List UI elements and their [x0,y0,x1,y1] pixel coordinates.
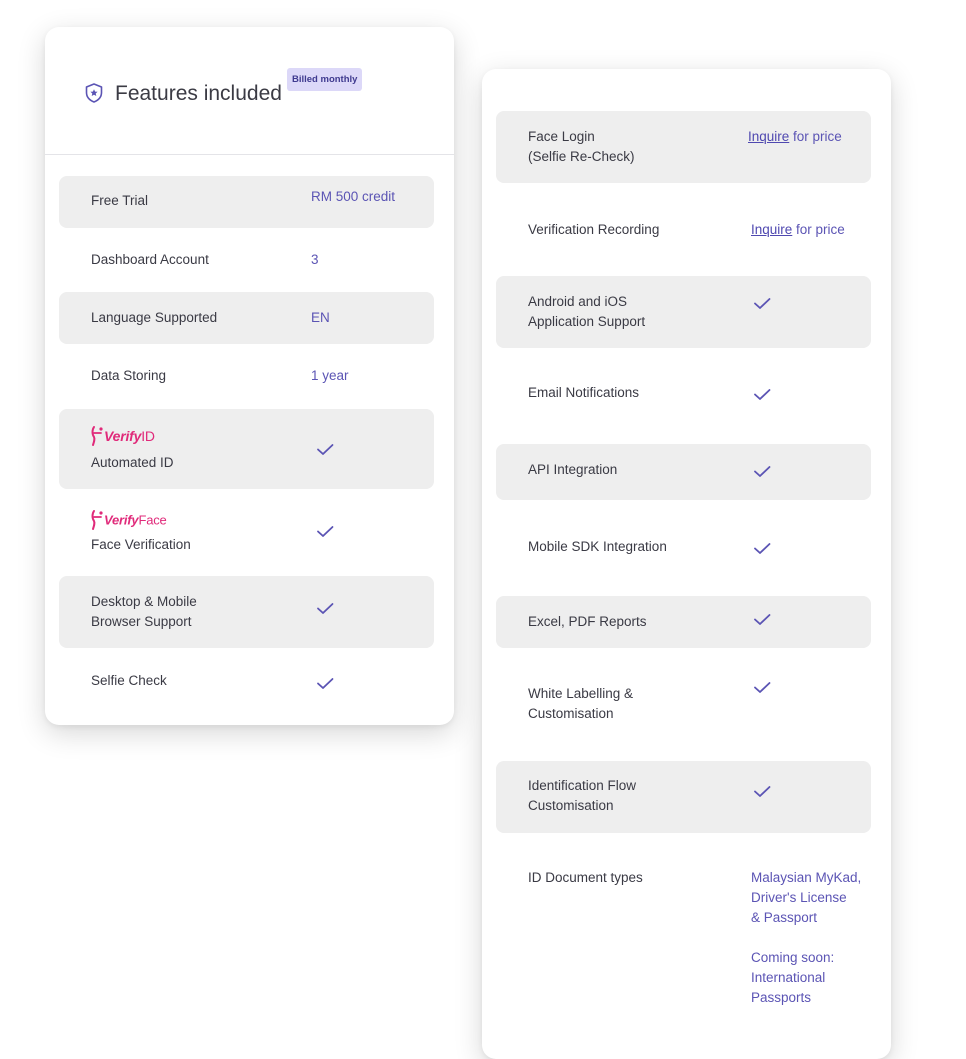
feature-label: Verification Recording [528,222,660,237]
feature-label: White Labelling & [528,686,634,701]
check-icon [753,465,771,478]
feature-label: Customisation [528,706,614,721]
coming-soon-note: International [751,970,826,985]
feature-label: Face Login [528,129,595,144]
feature-value: EN [311,310,330,325]
inquire-link[interactable]: Inquire [748,129,790,144]
check-icon [753,681,771,694]
feature-row-selfie-check [59,657,434,707]
feature-label: (Selfie Re-Check) [528,149,635,164]
feature-label: Selfie Check [91,673,167,688]
feature-row-language [59,292,434,344]
verify-logo-icon [91,425,104,447]
page-title: Features included [115,82,282,105]
check-icon [753,297,771,310]
feature-row-browser-support [59,576,434,648]
check-icon [753,785,771,798]
feature-label: Mobile SDK Integration [528,539,667,554]
coming-soon-note: Passports [751,990,812,1005]
feature-label: Android and iOS [528,294,628,309]
feature-label: Automated ID [91,455,174,470]
feature-row-dashboard-account [59,235,434,285]
check-icon [316,677,334,690]
feature-label: ID Document types [528,870,643,885]
feature-row-id-document-types [496,853,871,1013]
feature-row-white-labelling [496,669,871,741]
document-types-value: & Passport [751,910,818,925]
check-icon [316,443,334,456]
check-icon [316,525,334,538]
feature-value: 3 [311,252,319,267]
additional-features-card [482,69,891,1059]
feature-row-email-notifications [496,366,871,422]
check-icon [753,542,771,555]
feature-label: Data Storing [91,368,167,383]
shield-star-icon [85,83,103,103]
feature-row-verification-recording [496,204,871,256]
feature-label: Browser Support [91,614,192,629]
card-header [45,27,454,155]
feature-row-free-trial [59,176,434,228]
feature-label: Face Verification [91,537,191,552]
feature-label: Dashboard Account [91,252,209,267]
document-types-value: Driver's License [751,890,847,905]
document-types-value: Malaysian MyKad, [751,870,862,885]
feature-label: Identification Flow [528,778,637,793]
verify-logo-icon [91,509,104,531]
check-icon [753,388,771,401]
price-value: Inquire for price [748,129,842,144]
feature-row-verify-face [59,497,434,569]
check-icon [316,602,334,615]
feature-row-android-ios [496,276,871,348]
verify-id-logo: VerifyID [91,425,155,447]
feature-label: Excel, PDF Reports [528,614,647,629]
feature-row-mobile-sdk [496,521,871,575]
feature-row-api-integration [496,444,871,500]
feature-label: Free Trial [91,193,149,208]
feature-label: Email Notifications [528,385,640,400]
feature-row-identification-flow [496,761,871,833]
feature-label: Language Supported [91,310,218,325]
feature-row-data-storing [59,351,434,401]
feature-label: Desktop & Mobile [91,594,197,609]
billing-badge: Billed monthly [287,68,362,91]
feature-value: 1 year [311,368,349,383]
feature-label: Customisation [528,798,614,813]
feature-row-verify-id [59,409,434,489]
price-value: Inquire for price [751,222,845,237]
feature-row-face-login [496,111,871,183]
check-icon [753,613,771,626]
coming-soon-note: Coming soon: [751,950,835,965]
inquire-link[interactable]: Inquire [751,222,793,237]
feature-label: Application Support [528,314,646,329]
feature-value: RM 500 credit [311,189,396,204]
feature-label: API Integration [528,462,618,477]
features-card [45,27,454,725]
verify-face-logo: VerifyFace [91,509,167,531]
feature-row-reports [496,596,871,648]
